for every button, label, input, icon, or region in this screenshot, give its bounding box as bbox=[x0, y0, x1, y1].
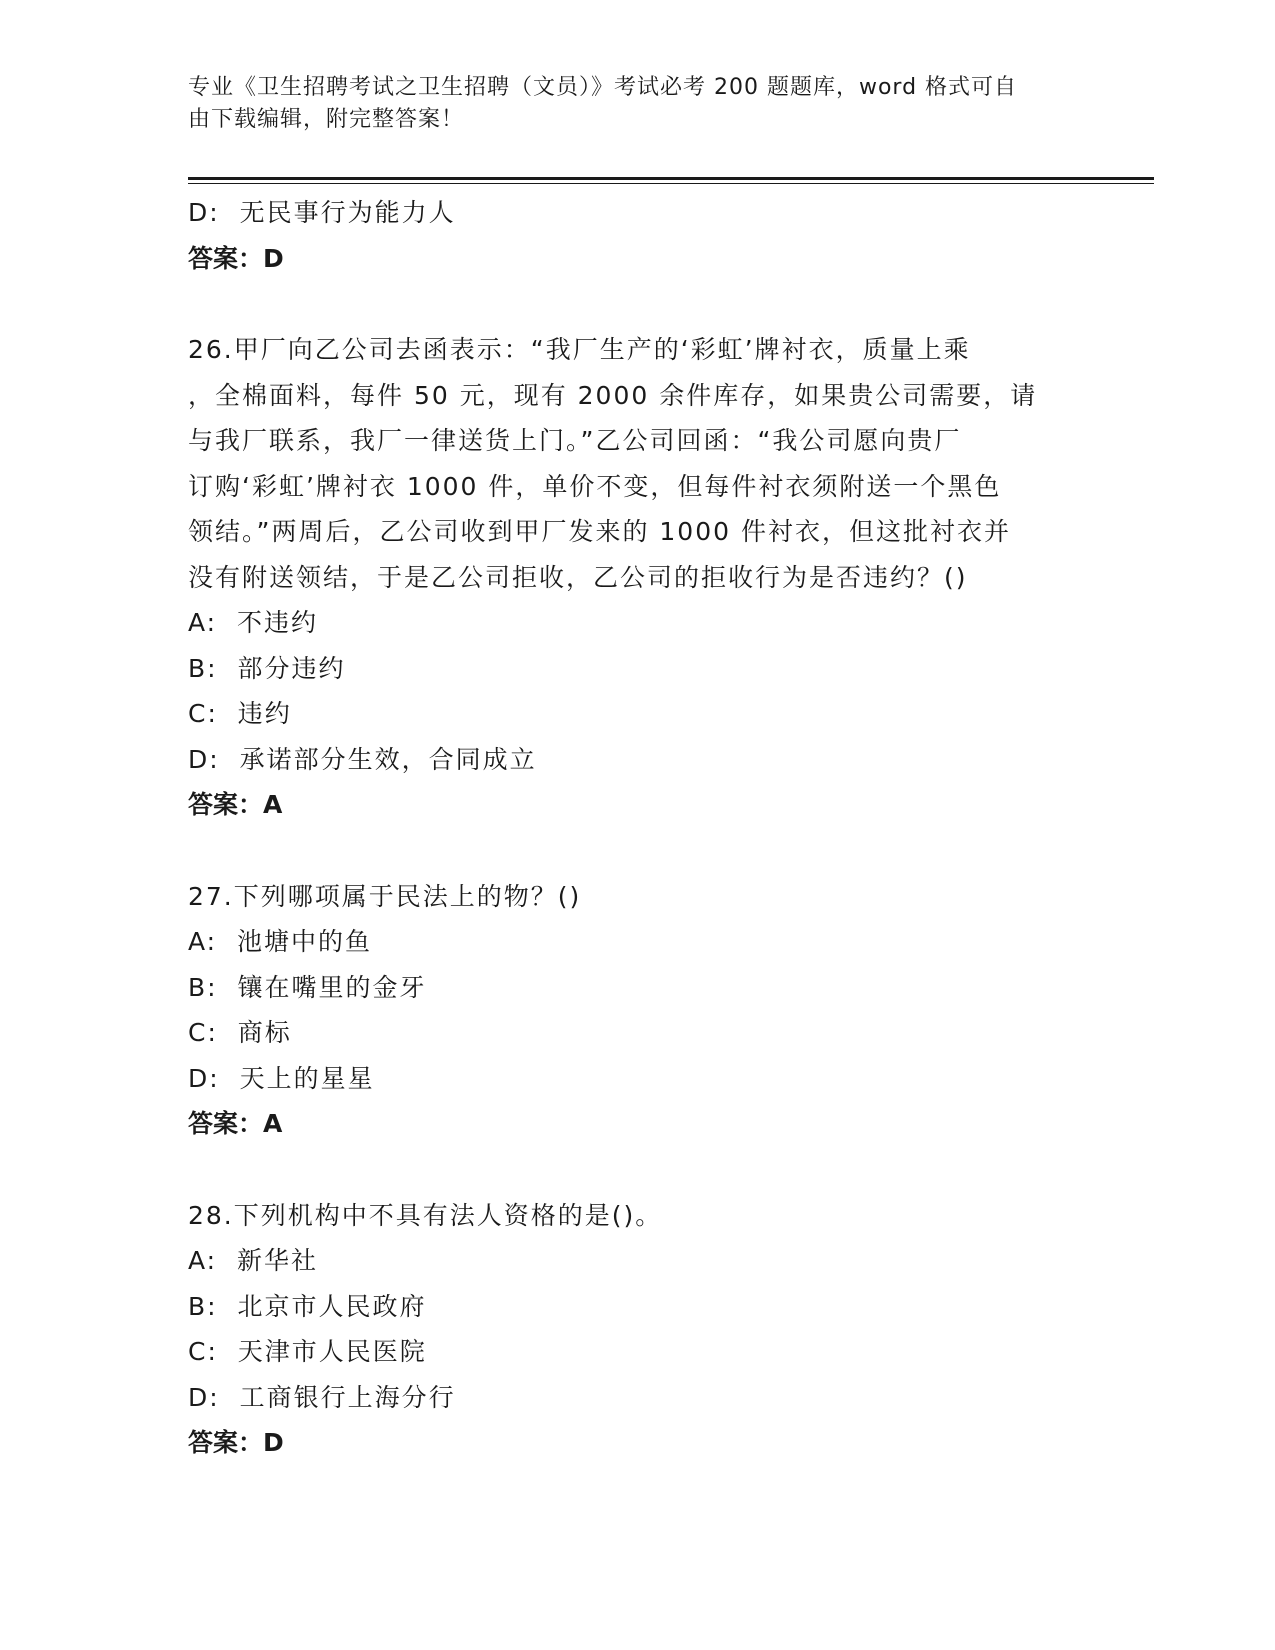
q26-option-a: A: 不违约 bbox=[188, 608, 318, 637]
q26-stem-line: 订购‘彩虹’牌衬衣 1000 件，单价不变，但每件衬衣须附送一个黑色 bbox=[188, 471, 1002, 501]
q27-option-a: A: 池塘中的鱼 bbox=[188, 927, 372, 956]
q26-option-d: D: 承诺部分生效，合同成立 bbox=[188, 744, 537, 774]
q26-option-b: B: 部分违约 bbox=[188, 653, 346, 683]
q28-answer: 答案：D bbox=[188, 1428, 284, 1457]
q25-answer: 答案：D bbox=[188, 243, 284, 273]
q28-option-c: C: 天津市人民医院 bbox=[188, 1337, 427, 1366]
q26-answer: 答案：A bbox=[188, 790, 283, 819]
q25-option-d: D: 无民事行为能力人 bbox=[188, 198, 456, 227]
spacer bbox=[188, 281, 1088, 327]
header-line-2: 由下载编辑，附完整答案！ bbox=[188, 107, 465, 132]
question-26 bbox=[188, 327, 1088, 828]
question-27 bbox=[188, 874, 1088, 1147]
q26-stem-line: ，全棉面料，每件 50 元，现有 2000 余件库存，如果贵公司需要，请 bbox=[188, 380, 1038, 410]
spacer bbox=[188, 828, 1088, 874]
q28-option-b: B: 北京市人民政府 bbox=[188, 1291, 427, 1321]
page-header bbox=[188, 72, 1068, 136]
q28-option-d: D: 工商银行上海分行 bbox=[188, 1382, 456, 1412]
q26-option-c: C: 违约 bbox=[188, 699, 292, 728]
spacer bbox=[188, 1147, 1088, 1193]
header-rule-thick bbox=[188, 177, 1154, 180]
q27-option-c: C: 商标 bbox=[188, 1018, 292, 1047]
q28-option-a: A: 新华社 bbox=[188, 1246, 318, 1275]
q28-stem: 28.下列机构中不具有法人资格的是()。 bbox=[188, 1200, 663, 1230]
document-body bbox=[188, 190, 1088, 1466]
q27-stem: 27.下列哪项属于民法上的物？() bbox=[188, 881, 582, 911]
q26-stem-line: 领结。”两周后，乙公司收到甲厂发来的 1000 件衬衣，但这批衬衣并 bbox=[188, 517, 1011, 546]
question-28 bbox=[188, 1193, 1088, 1466]
q27-answer: 答案：A bbox=[188, 1109, 283, 1138]
q26-stem-line: 26.甲厂向乙公司去函表示：“我厂生产的‘彩虹’牌衬衣，质量上乘 bbox=[188, 335, 971, 364]
q26-stem-line: 没有附送领结，于是乙公司拒收，乙公司的拒收行为是否违约？() bbox=[188, 562, 968, 592]
q27-option-b: B: 镶在嘴里的金牙 bbox=[188, 972, 427, 1002]
header-rule-thin bbox=[188, 183, 1154, 184]
header-line-1: 专业《卫生招聘考试之卫生招聘（文员）》考试必考 200 题题库，word 格式可自 bbox=[188, 75, 1018, 100]
q27-option-d: D: 天上的星星 bbox=[188, 1063, 375, 1093]
q26-stem-line: 与我厂联系，我厂一律送货上门。”乙公司回函：“我公司愿向贵厂 bbox=[188, 426, 962, 455]
